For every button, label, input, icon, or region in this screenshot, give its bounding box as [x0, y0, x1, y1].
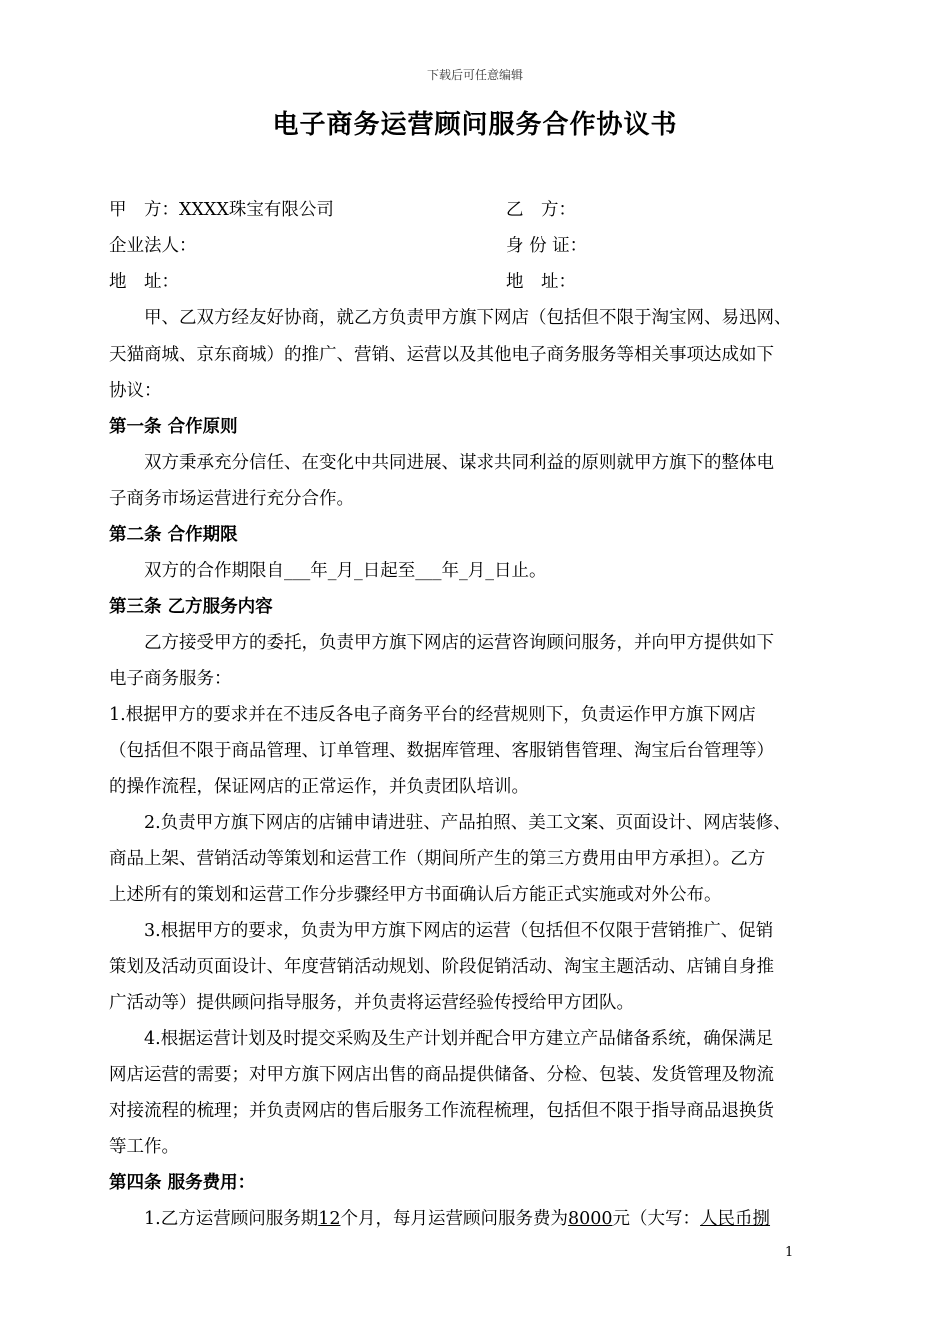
article3-line: 上述所有的策划和运营工作分步骤经甲方书面确认后方能正式实施或对外公布。: [109, 885, 722, 905]
intro-line: 协议：: [109, 381, 162, 401]
article3-line: 乙方接受甲方的委托，负责甲方旗下网店的运营咨询顾问服务，并向甲方提供如下: [144, 633, 774, 653]
article4-heading: 第四条 服务费用：: [109, 1173, 256, 1193]
article3-line: 策划及活动页面设计、年度营销活动规划、阶段促销活动、淘宝主题活动、店铺自身推: [109, 957, 774, 977]
article4-fee-line: [144, 1205, 770, 1230]
fee-months: 12: [318, 1209, 341, 1229]
article3-line: 3.根据甲方的要求，负责为甲方旗下网店的运营（包括但不仅限于营销推广、促销: [144, 921, 774, 941]
article1-heading: 第一条 合作原则: [109, 417, 238, 437]
article3-line: 网店运营的需要；对甲方旗下网店出售的商品提供储备、分检、包装、发货管理及物流: [109, 1065, 774, 1085]
party-a-value: XXXX珠宝有限公司: [179, 200, 334, 220]
article3-line: 对接流程的梳理；并负责网店的售后服务工作流程梳理，包括但不限于指导商品退换货: [109, 1101, 774, 1121]
intro-line: 甲、乙双方经友好协商，就乙方负责甲方旗下网店（包括但不限于淘宝网、易迅网、: [144, 308, 792, 328]
address-a-label: 地 址：: [109, 272, 179, 292]
address-a-line: [109, 268, 179, 293]
article3-line: 电子商务服务：: [109, 669, 232, 689]
address-b-line: [506, 268, 576, 293]
article3-line: 商品上架、营销活动等策划和运营工作（期间所产生的第三方费用由甲方承担）。乙方: [109, 849, 766, 869]
article1-line: 双方秉承充分信任、在变化中共同进展、谋求共同利益的原则就甲方旗下的整体电: [144, 453, 774, 473]
article3-line: （包括但不限于商品管理、订单管理、数据库管理、客服销售管理、淘宝后台管理等）: [109, 741, 774, 761]
header-note: 下载后可任意编辑: [426, 68, 523, 82]
legal-rep-line: [109, 232, 197, 257]
article3-line: 2.负责甲方旗下网店的店铺申请进驻、产品拍照、美工文案、页面设计、网店装修、: [144, 813, 791, 833]
id-card-line: [506, 232, 587, 257]
party-b-line: [506, 196, 576, 221]
address-b-label: 地 址：: [506, 272, 576, 292]
document-title: 电子商务运营顾问服务合作协议书: [272, 110, 678, 140]
id-card-label: 身 份 证：: [506, 236, 588, 256]
fee-amount-upper: 人民币捌: [700, 1209, 771, 1229]
party-b-label: 乙 方：: [506, 200, 576, 220]
article3-line: 4.根据运营计划及时提交采购及生产计划并配合甲方建立产品储备系统，确保满足: [144, 1029, 774, 1049]
article3-heading: 第三条 乙方服务内容: [109, 597, 273, 617]
article3-line: 1.根据甲方的要求并在不违反各电子商务平台的经营规则下，负责运作甲方旗下网店: [109, 705, 756, 725]
article1-line: 子商务市场运营进行充分合作。: [109, 489, 354, 509]
page-number: 1: [785, 1245, 794, 1260]
article3-line: 广活动等）提供顾问指导服务，并负责将运营经验传授给甲方团队。: [109, 993, 634, 1013]
article3-line: 的操作流程，保证网店的正常运作，并负责团队培训。: [109, 777, 529, 797]
party-a-line: [109, 196, 334, 221]
fee-text: 元（大写：: [612, 1209, 701, 1229]
article2-line: 双方的合作期限自___年_月_日起至___年_月_日止。: [144, 561, 547, 581]
article3-line: 等工作。: [109, 1137, 179, 1157]
legal-rep-label: 企业法人：: [109, 236, 197, 256]
fee-amount: 8000: [567, 1209, 613, 1229]
fee-text: 1.乙方运营顾问服务期: [144, 1209, 319, 1229]
intro-line: 天猫商城、京东商城）的推广、营销、运营以及其他电子商务服务等相关事项达成如下: [109, 345, 774, 365]
fee-text: 个月，每月运营顾问服务费为: [340, 1209, 568, 1229]
party-a-label: 甲 方：: [109, 200, 179, 220]
article2-heading: 第二条 合作期限: [109, 525, 238, 545]
